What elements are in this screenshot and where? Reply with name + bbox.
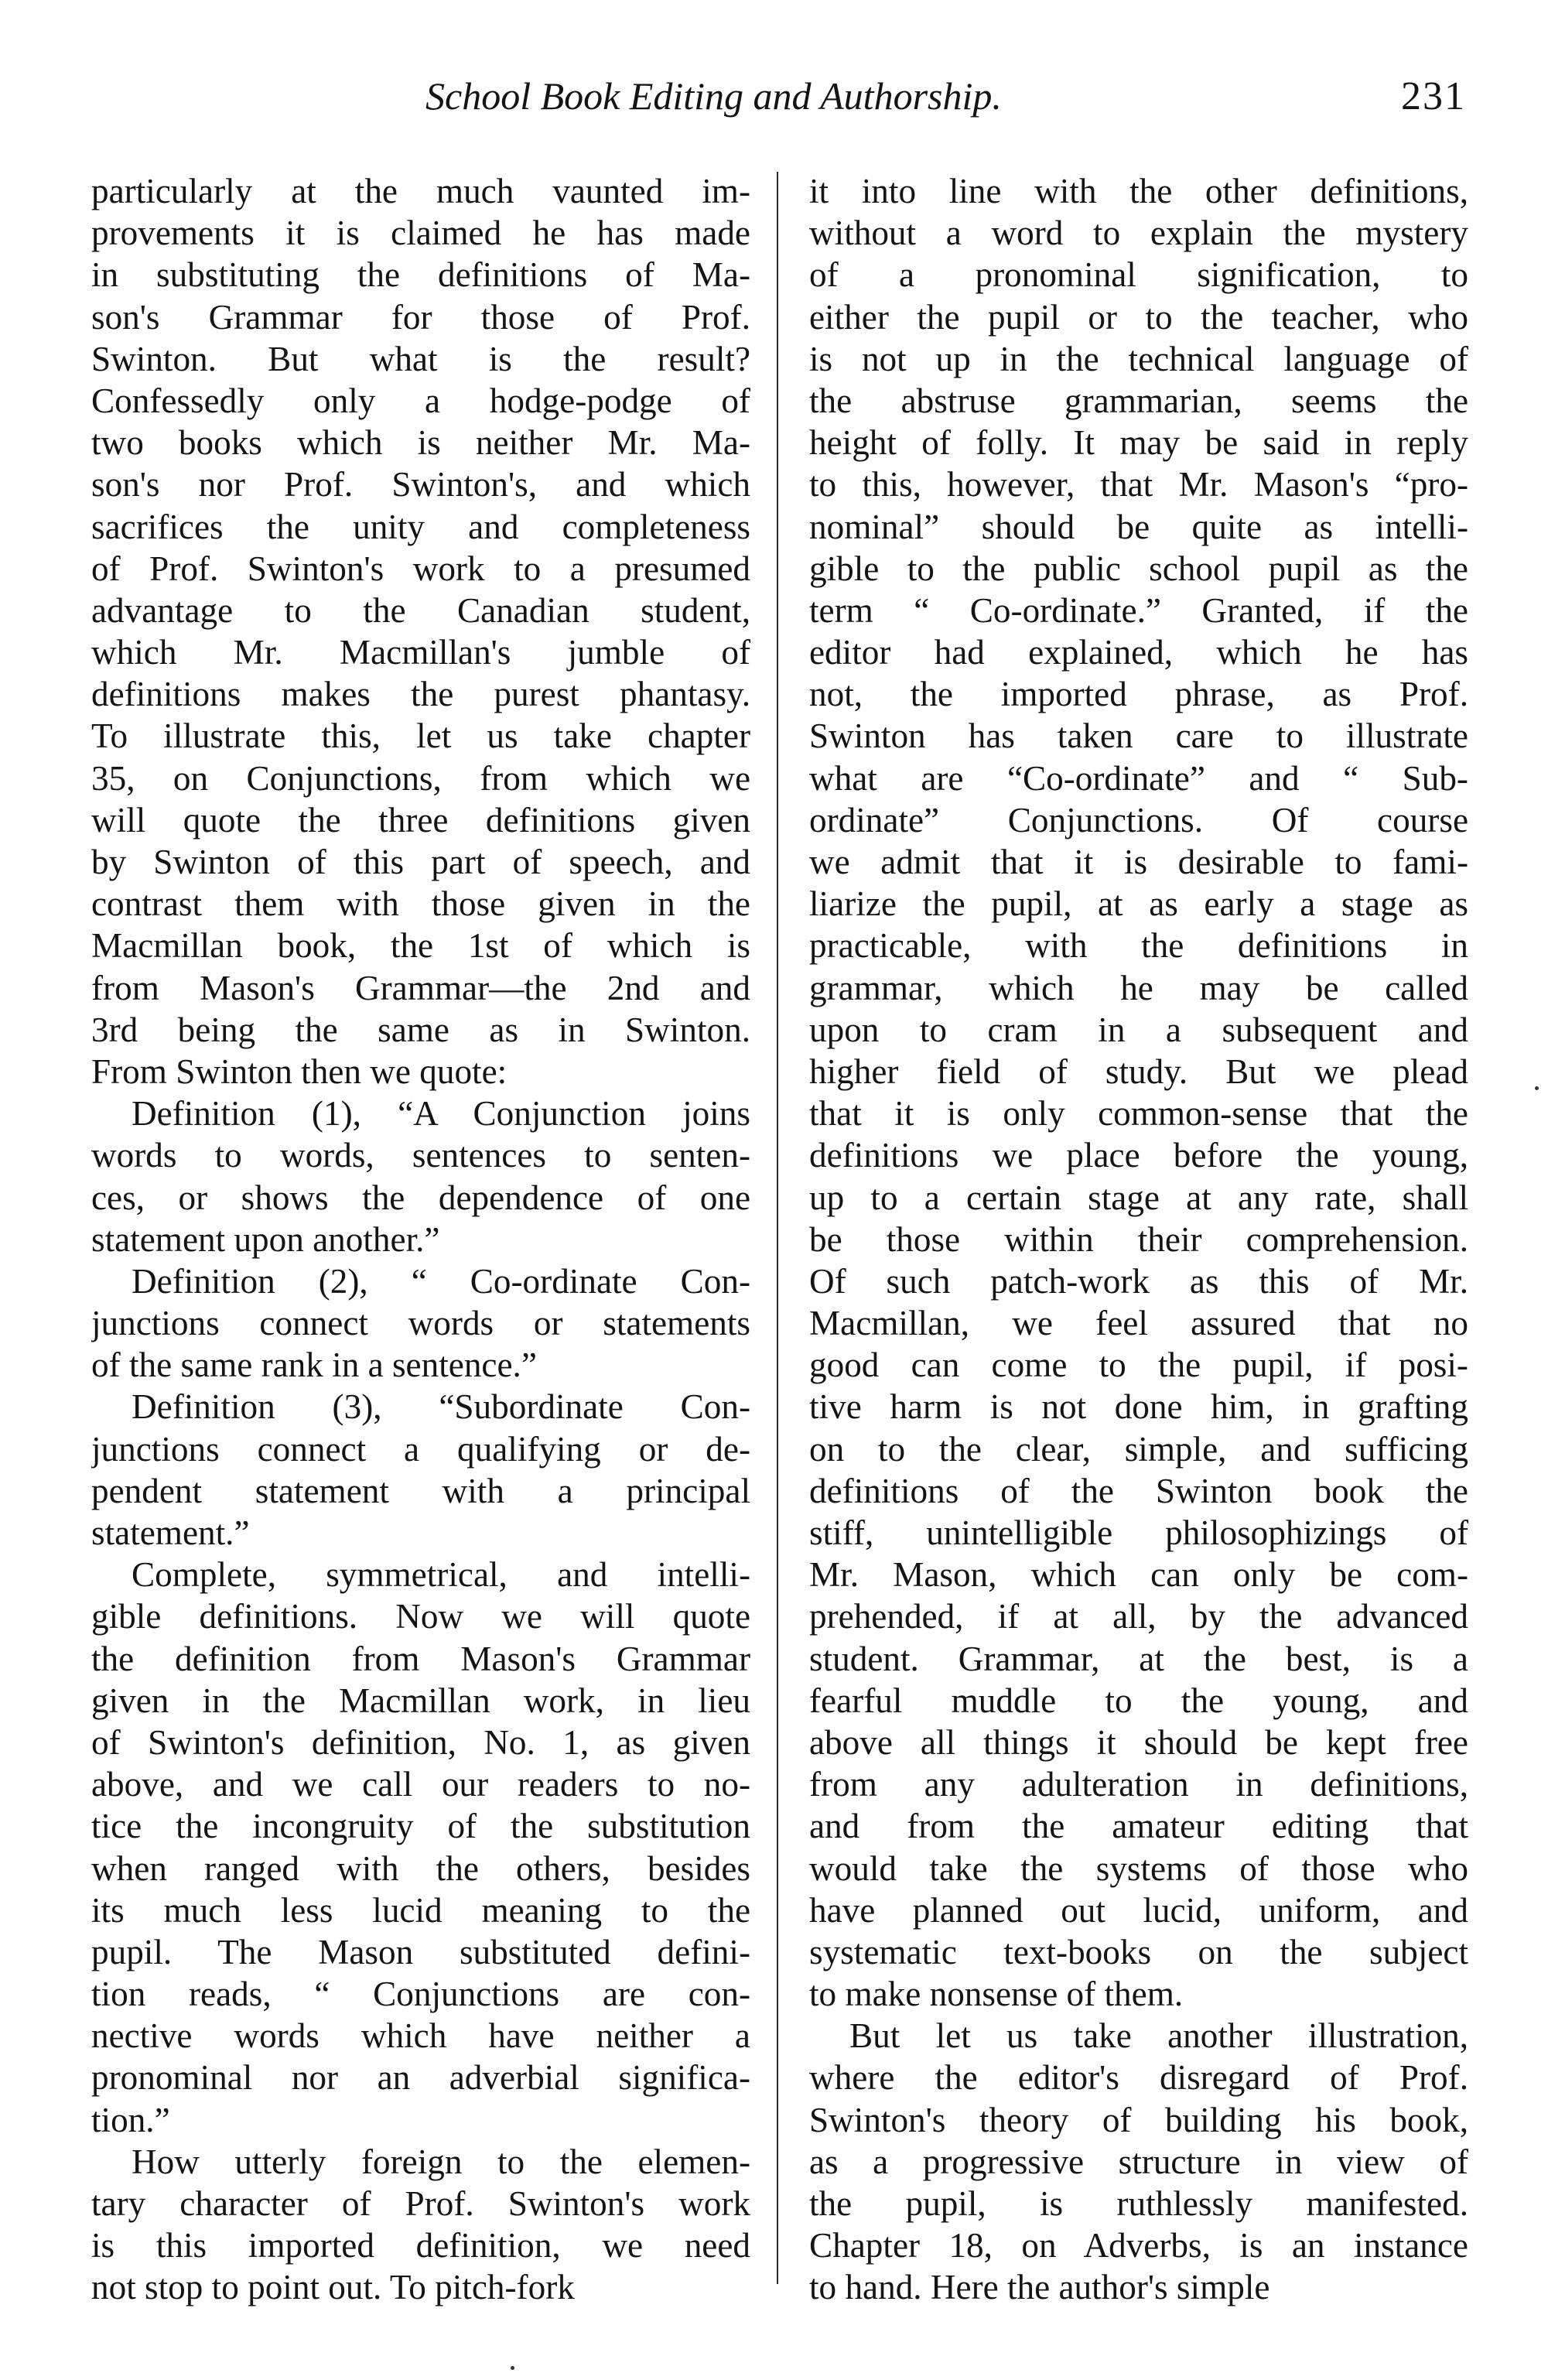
right-column [809,170,1468,2309]
text-line: on to the clear, simple, and sufficing [809,1429,1468,1469]
text-line: is this imported definition, we need [91,2226,750,2265]
text-line: the definition from Mason's Grammar [91,1639,750,1678]
text-line: contrast them with those given in the [91,884,750,924]
text-line: the pupil, is ruthlessly manifested. [809,2184,1468,2223]
text-line: tive harm is not done him, in grafting [809,1387,1468,1427]
text-line: as a progressive structure in view of [809,2142,1468,2181]
text-line: to this, however, that Mr. Mason's “pro- [809,465,1468,504]
text-line: stiff, unintelligible philosophizings of [809,1513,1468,1552]
text-line: systematic text-books on the subject [809,1932,1468,1971]
text-line: in substituting the definitions of Ma- [91,255,750,295]
speck-mark [511,2366,514,2370]
column-rule [777,172,778,2284]
text-line: upon to cram in a subsequent and [809,1010,1468,1049]
text-line: 3rd being the same as in Swinton. [91,1010,750,1049]
text-line: the abstruse grammarian, seems the [809,381,1468,420]
text-line: tary character of Prof. Swinton's work [91,2184,750,2223]
text-line: is not up in the technical language of [809,339,1468,378]
text-line: To illustrate this, let us take chapter [91,716,750,756]
text-line: pronominal nor an adverbial significa- [91,2058,750,2098]
text-line: advantage to the Canadian student, [91,590,750,630]
text-line: where the editor's disregard of Prof. [809,2058,1468,2098]
text-line: Of such patch-work as this of Mr. [809,1261,1468,1301]
speck-mark [1535,1086,1539,1090]
text-line: statement.” [91,1513,250,1552]
text-line: without a word to explain the mystery [809,214,1468,253]
text-line: either the pupil or to the teacher, who [809,297,1468,337]
text-line: gible to the public school pupil as the [809,549,1468,588]
text-line: pupil. The Mason substituted defini- [91,1932,750,1971]
text-line: sacrifices the unity and completeness [91,507,750,546]
text-line: Macmillan book, the 1st of which is [91,926,750,966]
text-line: to make nonsense of them. [809,1975,1184,2014]
text-line: ces, or shows the dependence of one [91,1178,750,1217]
text-line: that it is only common-sense that the [809,1094,1468,1134]
text-line: Swinton. But what is the result? [91,339,750,378]
text-line: two books which is neither Mr. Ma- [91,423,750,463]
left-column [91,170,750,2309]
text-line: up to a certain stage at any rate, shall [809,1178,1468,1217]
text-line: what are “Co-ordinate” and “ Sub- [809,758,1468,798]
text-line: definitions of the Swinton book the [809,1471,1468,1510]
text-line: when ranged with the others, besides [91,1848,750,1888]
text-line: junctions connect words or statements [91,1304,750,1343]
text-line: would take the systems of those who [809,1848,1468,1888]
text-line: Mr. Mason, which can only be com- [809,1555,1468,1595]
text-line: height of folly. It may be said in reply [809,423,1468,463]
text-line: we admit that it is desirable to fami- [809,843,1468,881]
text-line: given in the Macmillan work, in lieu [91,1681,750,1720]
text-line: which Mr. Macmillan's jumble of [91,633,750,672]
text-line: How utterly foreign to the elemen- [132,2142,750,2181]
text-line: student. Grammar, at the best, is a [809,1639,1468,1678]
text-line: son's nor Prof. Swinton's, and which [91,465,750,504]
text-line: its much less lucid meaning to the [91,1890,750,1930]
text-line: statement upon another.” [91,1219,440,1259]
text-line: Confessedly only a hodge-podge of [91,381,750,420]
text-line: term “ Co-ordinate.” Granted, if the [809,590,1468,630]
text-line: junctions connect a qualifying or de- [91,1429,750,1469]
text-line: of the same rank in a sentence.” [91,1346,537,1385]
text-line: from any adulteration in definitions, [809,1765,1468,1804]
text-line: But let us take another illustration, [849,2016,1468,2056]
text-line: will quote the three definitions given [91,800,750,839]
text-line: higher field of study. But we plead [809,1052,1468,1091]
running-header [93,74,1466,128]
text-line: liarize the pupil, at as early a stage as [809,884,1468,924]
text-line: ordinate” Conjunctions. Of course [809,800,1468,839]
text-line: Swinton has taken care to illustrate [809,716,1468,756]
text-line: fearful muddle to the young, and [809,1681,1468,1720]
text-line: Chapter 18, on Adverbs, is an instance [809,2226,1468,2265]
text-line: tice the incongruity of the substitution [91,1807,750,1846]
text-line: gible definitions. Now we will quote [91,1597,750,1636]
text-line: tion reads, “ Conjunctions are con- [91,1975,750,2014]
page-number: 231 [1401,74,1466,118]
text-line: be those within their comprehension. [809,1219,1468,1259]
text-line: not, the imported phrase, as Prof. [809,675,1468,714]
text-line: Definition (1), “A Conjunction joins [132,1094,750,1134]
text-line: by Swinton of this part of speech, and [91,843,750,881]
text-line: above, and we call our readers to no- [91,1765,750,1804]
text-line: son's Grammar for those of Prof. [91,297,750,337]
text-line: above all things it should be kept free [809,1722,1468,1762]
text-line: have planned out lucid, uniform, and [809,1890,1468,1930]
text-line: tion.” [91,2100,170,2139]
text-line: it into line with the other definitions, [809,172,1468,210]
text-line: editor had explained, which he has [809,633,1468,672]
text-line: words to words, sentences to senten- [91,1136,750,1175]
text-line: 35, on Conjunctions, from which we [91,758,750,798]
text-line: provements it is claimed he has made [91,214,750,253]
text-line: and from the amateur editing that [809,1807,1468,1846]
text-line: prehended, if at all, by the advanced [809,1597,1468,1636]
text-line: particularly at the much vaunted im- [91,172,750,210]
text-line: Complete, symmetrical, and intelli- [132,1555,750,1595]
text-line: nective words which have neither a [91,2016,750,2056]
text-line: Definition (2), “ Co-ordinate Con- [132,1261,750,1301]
text-line: nominal” should be quite as intelli- [809,507,1468,546]
text-line: of Prof. Swinton's work to a presumed [91,549,750,588]
text-line: not stop to point out. To pitch-fork [91,2268,575,2307]
text-line: good can come to the pupil, if posi- [809,1346,1468,1385]
text-line: definitions we place before the young, [809,1136,1468,1175]
text-line: from Mason's Grammar—the 2nd and [91,968,750,1007]
text-line: Macmillan, we feel assured that no [809,1304,1468,1343]
text-line: practicable, with the definitions in [809,926,1468,966]
running-title: School Book Editing and Authorship. [425,74,1002,118]
text-line: definitions makes the purest phantasy. [91,675,750,714]
text-line: Swinton's theory of building his book, [809,2100,1468,2139]
text-line: of Swinton's definition, No. 1, as given [91,1722,750,1762]
text-line: pendent statement with a principal [91,1471,750,1510]
text-line: of a pronominal signification, to [809,255,1468,295]
text-line: grammar, which he may be called [809,968,1468,1007]
text-line: to hand. Here the author's simple [809,2268,1270,2307]
text-line: From Swinton then we quote: [91,1052,507,1091]
text-line: Definition (3), “Subordinate Con- [132,1387,750,1427]
